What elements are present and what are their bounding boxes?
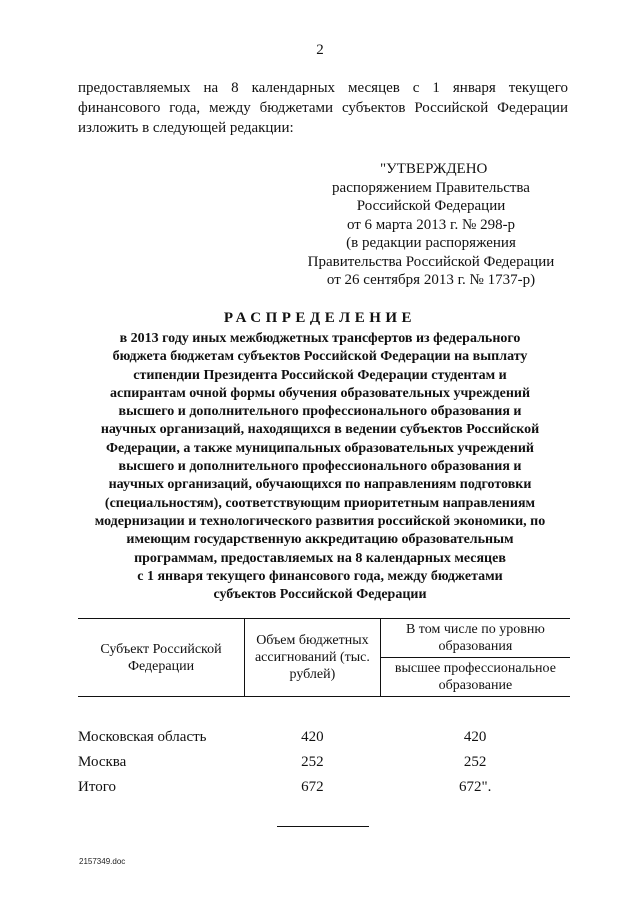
subtitle-line: высшего и дополнительного профессионального образования и	[118, 404, 522, 420]
table-row	[78, 697, 570, 751]
col-header-by-level: В том числе по уровню образования	[380, 619, 570, 658]
approval-block	[300, 160, 562, 290]
subtitle-line: программам, предоставляемых на 8 календарных месяцев	[134, 550, 506, 566]
page-number: 2	[316, 42, 324, 58]
subtitle-line: Федерации, а также муниципальных образовательных учреждений	[106, 440, 534, 456]
document-heading: РАСПРЕДЕЛЕНИЕ	[223, 310, 417, 326]
intro-line: предоставляемых на 8 календарных месяцев с 1 января текущего	[78, 80, 568, 96]
cell-subject: Итого	[78, 779, 116, 795]
subtitle-line: в 2013 году иных межбюджетных трансфертов из федерального	[119, 331, 521, 346]
approval-line: Российской Федерации	[356, 198, 506, 214]
approval-line: Правительства Российской Федерации	[307, 253, 555, 270]
distribution-table-wrap	[78, 618, 570, 800]
subtitle-line: высшего и дополнительного профессионального образования и	[118, 459, 522, 475]
intro-line: финансового года, между бюджетами субъектов Российской Федерации	[78, 100, 568, 116]
end-divider	[277, 826, 369, 827]
approval-line: от 6 марта 2013 г. № 298-р	[346, 216, 516, 233]
distribution-table	[78, 618, 570, 800]
col-header-subject: Субъект Российской Федерации	[78, 619, 245, 697]
cell-total: 252	[301, 754, 324, 770]
table-row	[78, 775, 570, 800]
cell-total: 420	[301, 729, 324, 745]
subtitle-line: стипендии Президента Российской Федерации студентам и	[133, 367, 507, 383]
intro-paragraph	[78, 78, 568, 138]
col-header-total: Объем бюджетных ассигнований (тыс. рублей)	[245, 619, 381, 697]
subtitle-line: бюджета бюджетам субъектов Российской Федерации на выплату	[112, 349, 528, 365]
subtitle-line: субъектов Российской Федерации	[213, 587, 427, 603]
cell-total: 672	[301, 779, 324, 795]
approval-line: от 26 сентября 2013 г. № 1737-р)	[326, 272, 536, 288]
cell-higher: 672".	[458, 779, 492, 795]
subtitle-line: имеющим государственную аккредитацию образовательным	[126, 532, 514, 548]
table-row	[78, 750, 570, 775]
subtitle-line: научных организаций, находящихся в ведении субъектов Российской	[100, 422, 540, 438]
footer-filename: 2157349.doc	[79, 857, 126, 866]
approval-line: (в редакции распоряжения	[346, 235, 516, 251]
subtitle-line: модернизации и технологического развития российской экономики, по	[94, 513, 546, 529]
cell-higher: 420	[463, 729, 487, 745]
cell-subject: Московская область	[78, 729, 207, 745]
intro-line: изложить в следующей редакции:	[78, 120, 294, 136]
approval-line: распоряжением Правительства	[332, 179, 530, 196]
col-subheader-higher: высшее профессиональное образование	[380, 658, 570, 697]
subtitle-line: научных организаций, обучающихся по направлениям подготовки	[108, 477, 532, 493]
cell-higher: 252	[463, 754, 487, 770]
approval-title: "УТВЕРЖДЕНО	[380, 161, 488, 177]
document-subtitle	[68, 330, 572, 604]
subtitle-line: с 1 января текущего финансового года, между бюджетами	[137, 568, 503, 584]
cell-subject: Москва	[78, 754, 127, 770]
subtitle-line: аспирантам очной формы обучения образовательных учреждений	[109, 385, 531, 401]
subtitle-line: (специальностям), соответствующим приоритетным направлениям	[104, 495, 536, 511]
